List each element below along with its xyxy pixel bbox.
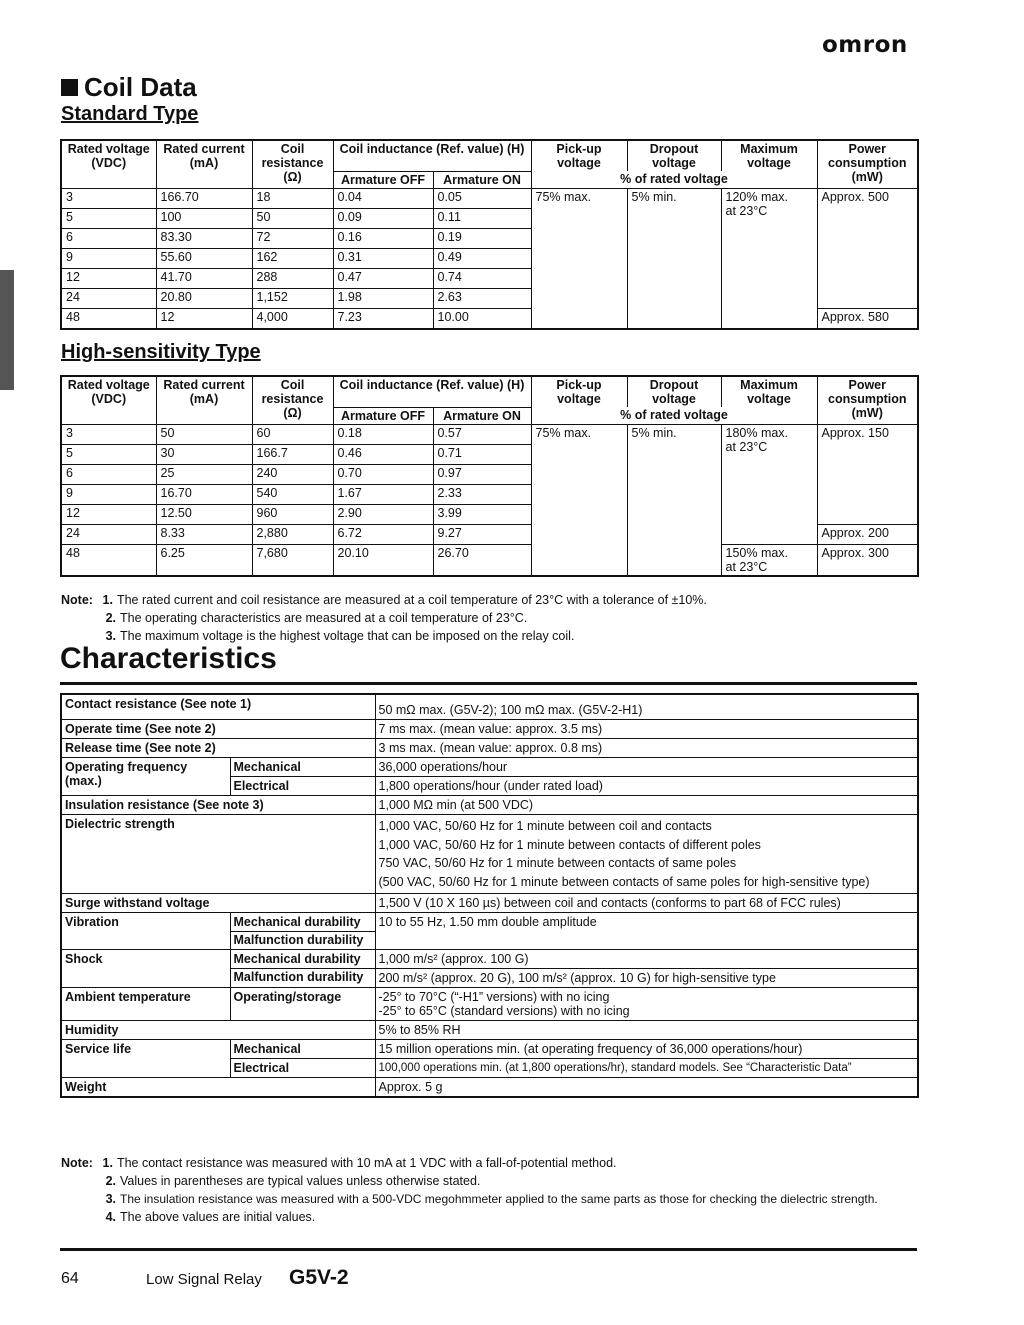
row-label: Contact resistance (See note 1) xyxy=(61,694,375,720)
dropout-value: 5% min. xyxy=(627,424,721,576)
coil-notes xyxy=(61,593,707,647)
table-row xyxy=(61,894,918,913)
table-row xyxy=(61,694,918,720)
cell: 18 xyxy=(252,188,333,208)
row-value: 100,000 operations min. (at 1,800 operations/hr), standard models. See “Characteristic Data” xyxy=(375,1059,918,1078)
header-rated-voltage: Rated voltage (VDC) xyxy=(61,140,156,188)
header-dropout: Dropout voltage xyxy=(627,376,721,407)
highsens-coil-table xyxy=(60,375,919,577)
row-label: Insulation resistance (See note 3) xyxy=(61,796,375,815)
row-sublabel: Malfunction durability xyxy=(230,969,375,988)
power-value: Approx. 300 xyxy=(817,544,918,576)
note-text: Values in parentheses are typical values unless otherwise stated. xyxy=(120,1174,481,1188)
header-rated-voltage: Rated voltage (VDC) xyxy=(61,376,156,424)
cell: 12 xyxy=(156,308,252,329)
cell: 83.30 xyxy=(156,228,252,248)
header-coil-resistance: Coil resistance (Ω) xyxy=(252,376,333,424)
header-pickup: Pick-up voltage xyxy=(531,140,627,171)
cell: 60 xyxy=(252,424,333,444)
cell: 100 xyxy=(156,208,252,228)
cell: 6 xyxy=(61,228,156,248)
row-label: Dielectric strength xyxy=(61,815,375,894)
power-value: Approx. 150 xyxy=(817,424,918,524)
maximum-value: 180% max. at 23°C xyxy=(721,424,817,544)
table-row xyxy=(61,1021,918,1040)
header-maximum: Maximum voltage xyxy=(721,140,817,171)
coil-data-heading xyxy=(61,72,197,103)
cell: 24 xyxy=(61,524,156,544)
cell: 540 xyxy=(252,484,333,504)
characteristics-table xyxy=(60,693,919,1098)
side-tab-marker xyxy=(0,270,14,390)
cell: 2.63 xyxy=(433,288,531,308)
header-coil-resistance: Coil resistance (Ω) xyxy=(252,140,333,188)
cell: 0.05 xyxy=(433,188,531,208)
cell: 4,000 xyxy=(252,308,333,329)
cell: 0.11 xyxy=(433,208,531,228)
cell: 0.46 xyxy=(333,444,433,464)
row-sublabel: Electrical xyxy=(230,777,375,796)
note-item xyxy=(61,611,707,629)
table-row xyxy=(61,1078,918,1098)
cell: 24 xyxy=(61,288,156,308)
cell: 162 xyxy=(252,248,333,268)
note-item xyxy=(61,1156,878,1174)
cell: 0.16 xyxy=(333,228,433,248)
cell: 10.00 xyxy=(433,308,531,329)
cell: 6.25 xyxy=(156,544,252,576)
note-number: 4. xyxy=(105,1210,116,1224)
row-label: Surge withstand voltage xyxy=(61,894,375,913)
power-value: Approx. 500 xyxy=(817,188,918,308)
cell: 25 xyxy=(156,464,252,484)
table-row xyxy=(61,1040,918,1059)
table-row xyxy=(61,424,918,444)
page-number: 64 xyxy=(61,1270,79,1287)
characteristics-heading: Characteristics xyxy=(60,642,277,675)
row-sublabel: Mechanical xyxy=(230,1040,375,1059)
standard-coil-table xyxy=(60,139,919,330)
cell: 9 xyxy=(61,248,156,268)
note-label: Note: xyxy=(61,1156,93,1170)
cell: 7.23 xyxy=(333,308,433,329)
cell: 16.70 xyxy=(156,484,252,504)
cell: 240 xyxy=(252,464,333,484)
table-row xyxy=(61,739,918,758)
cell: 3 xyxy=(61,188,156,208)
characteristics-notes xyxy=(61,1156,878,1228)
note-number: 2. xyxy=(105,1174,116,1188)
note-number: 3. xyxy=(105,1192,116,1206)
cell: 0.49 xyxy=(433,248,531,268)
row-value: 1,000 m/s² (approx. 100 G) xyxy=(375,950,918,969)
row-value: 200 m/s² (approx. 20 G), 100 m/s² (approx. 10 G) for high-sensitive type xyxy=(375,969,918,988)
table-row xyxy=(61,988,918,1021)
power-value: Approx. 580 xyxy=(817,308,918,329)
header-rated-current: Rated current (mA) xyxy=(156,140,252,188)
coil-data-title: Coil Data xyxy=(84,72,197,102)
row-sublabel: Mechanical durability xyxy=(230,950,375,969)
cell: 166.7 xyxy=(252,444,333,464)
cell: 2.33 xyxy=(433,484,531,504)
cell: 0.18 xyxy=(333,424,433,444)
table-row xyxy=(61,913,918,932)
note-item xyxy=(61,593,707,611)
standard-type-heading: Standard Type xyxy=(61,103,199,125)
note-item xyxy=(61,1210,878,1228)
row-value: 10 to 55 Hz, 1.50 mm double amplitude xyxy=(375,913,918,950)
cell: 5 xyxy=(61,208,156,228)
heading-rule xyxy=(60,682,917,685)
header-pct-rated: % of rated voltage xyxy=(531,407,817,424)
cell: 26.70 xyxy=(433,544,531,576)
cell: 50 xyxy=(252,208,333,228)
row-value: 36,000 operations/hour xyxy=(375,758,918,777)
cell: 6 xyxy=(61,464,156,484)
cell: 2,880 xyxy=(252,524,333,544)
note-number: 1. xyxy=(102,1156,113,1170)
cell: 48 xyxy=(61,544,156,576)
cell: 7,680 xyxy=(252,544,333,576)
cell: 72 xyxy=(252,228,333,248)
row-value: 1,000 MΩ min (at 500 VDC) xyxy=(375,796,918,815)
row-value: -25° to 70°C (“-H1” versions) with no icing -25° to 65°C (standard versions) with no icing xyxy=(375,988,918,1021)
row-label: Ambient temperature xyxy=(61,988,230,1021)
row-value: 15 million operations min. (at operating frequency of 36,000 operations/hour) xyxy=(375,1040,918,1059)
cell: 20.80 xyxy=(156,288,252,308)
omron-logo: omron xyxy=(822,32,908,58)
cell: 41.70 xyxy=(156,268,252,288)
cell: 0.97 xyxy=(433,464,531,484)
cell: 12 xyxy=(61,268,156,288)
header-armature-off: Armature OFF xyxy=(333,407,433,424)
note-text: The rated current and coil resistance are measured at a coil temperature of 23°C with a tolerance of ±10%. xyxy=(116,593,707,607)
header-power: Power consumption (mW) xyxy=(817,376,918,424)
cell: 0.09 xyxy=(333,208,433,228)
row-label: Shock xyxy=(61,950,230,988)
row-label: Operate time (See note 2) xyxy=(61,720,375,739)
note-number: 1. xyxy=(102,593,113,607)
row-sublabel: Operating/storage xyxy=(230,988,375,1021)
row-label: Weight xyxy=(61,1078,375,1098)
power-value: Approx. 200 xyxy=(817,524,918,544)
square-bullet-icon xyxy=(61,79,78,96)
pickup-value: 75% max. xyxy=(531,188,627,329)
cell: 0.74 xyxy=(433,268,531,288)
header-dropout: Dropout voltage xyxy=(627,140,721,171)
cell: 30 xyxy=(156,444,252,464)
cell: 50 xyxy=(156,424,252,444)
row-sublabel: Electrical xyxy=(230,1059,375,1078)
cell: 12.50 xyxy=(156,504,252,524)
dropout-value: 5% min. xyxy=(627,188,721,329)
note-label: Note: xyxy=(61,593,93,607)
header-armature-on: Armature ON xyxy=(433,171,531,188)
cell: 0.47 xyxy=(333,268,433,288)
cell: 9.27 xyxy=(433,524,531,544)
header-armature-on: Armature ON xyxy=(433,407,531,424)
cell: 55.60 xyxy=(156,248,252,268)
cell: 288 xyxy=(252,268,333,288)
cell: 3 xyxy=(61,424,156,444)
table-row xyxy=(61,720,918,739)
high-sensitivity-heading: High-sensitivity Type xyxy=(61,341,261,363)
cell: 3.99 xyxy=(433,504,531,524)
note-number: 3. xyxy=(105,629,116,643)
note-number: 2. xyxy=(105,611,116,625)
row-value: 5% to 85% RH xyxy=(375,1021,918,1040)
header-coil-inductance: Coil inductance (Ref. value) (H) xyxy=(333,376,531,407)
cell: 9 xyxy=(61,484,156,504)
row-label: Vibration xyxy=(61,913,230,950)
cell: 0.04 xyxy=(333,188,433,208)
row-label: Operating frequency (max.) xyxy=(61,758,230,796)
row-value: 1,800 operations/hour (under rated load) xyxy=(375,777,918,796)
cell: 6.72 xyxy=(333,524,433,544)
note-item xyxy=(61,1174,878,1192)
header-armature-off: Armature OFF xyxy=(333,171,433,188)
row-label: Humidity xyxy=(61,1021,375,1040)
note-text: The maximum voltage is the highest voltage that can be imposed on the relay coil. xyxy=(120,629,575,643)
row-value: 1,000 VAC, 50/60 Hz for 1 minute between coil and contacts 1,000 VAC, 50/60 Hz for 1 minute between contacts of different poles 750 VAC, 50/60 Hz for 1 minute between contacts of same poles (500 VAC, 50/60 Hz for 1 minute between contacts of same poles for high-sensitive type) xyxy=(375,815,918,894)
note-text: The above values are initial values. xyxy=(120,1210,316,1224)
header-power: Power consumption (mW) xyxy=(817,140,918,188)
row-label: Service life xyxy=(61,1040,230,1078)
maximum-value: 150% max. at 23°C xyxy=(721,544,817,576)
header-maximum: Maximum voltage xyxy=(721,376,817,407)
row-value: 50 mΩ max. (G5V-2); 100 mΩ max. (G5V-2-H1) xyxy=(375,694,918,720)
cell: 0.31 xyxy=(333,248,433,268)
row-sublabel: Malfunction durability xyxy=(230,932,375,950)
note-item xyxy=(61,1192,878,1210)
cell: 0.71 xyxy=(433,444,531,464)
table-row xyxy=(61,188,918,208)
row-label: Release time (See note 2) xyxy=(61,739,375,758)
header-coil-inductance: Coil inductance (Ref. value) (H) xyxy=(333,140,531,171)
maximum-value: 120% max. at 23°C xyxy=(721,188,817,329)
row-sublabel: Mechanical xyxy=(230,758,375,777)
row-value: 1,500 V (10 X 160 µs) between coil and contacts (conforms to part 68 of FCC rules) xyxy=(375,894,918,913)
footer-section: Low Signal Relay xyxy=(146,1271,262,1288)
table-row xyxy=(61,796,918,815)
cell: 2.90 xyxy=(333,504,433,524)
row-value: Approx. 5 g xyxy=(375,1078,918,1098)
table-row xyxy=(61,815,918,894)
header-rated-current: Rated current (mA) xyxy=(156,376,252,424)
cell: 0.19 xyxy=(433,228,531,248)
footer-model: G5V-2 xyxy=(289,1266,349,1289)
cell: 5 xyxy=(61,444,156,464)
cell: 12 xyxy=(61,504,156,524)
note-text: The insulation resistance was measured with a 500-VDC megohmmeter applied to the same parts as those for checking the dielectric strength. xyxy=(120,1192,878,1206)
cell: 166.70 xyxy=(156,188,252,208)
cell: 48 xyxy=(61,308,156,329)
table-row xyxy=(61,544,918,576)
table-row xyxy=(61,950,918,969)
row-sublabel: Mechanical durability xyxy=(230,913,375,932)
cell: 0.70 xyxy=(333,464,433,484)
table-row xyxy=(61,758,918,777)
row-value: 3 ms max. (mean value: approx. 0.8 ms) xyxy=(375,739,918,758)
cell: 1.67 xyxy=(333,484,433,504)
footer-rule xyxy=(60,1248,917,1251)
cell: 8.33 xyxy=(156,524,252,544)
cell: 960 xyxy=(252,504,333,524)
cell: 1,152 xyxy=(252,288,333,308)
note-text: The contact resistance was measured with 10 mA at 1 VDC with a fall-of-potential method. xyxy=(116,1156,617,1170)
header-pct-rated: % of rated voltage xyxy=(531,171,817,188)
cell: 1.98 xyxy=(333,288,433,308)
pickup-value: 75% max. xyxy=(531,424,627,576)
row-value: 7 ms max. (mean value: approx. 3.5 ms) xyxy=(375,720,918,739)
header-pickup: Pick-up voltage xyxy=(531,376,627,407)
cell: 0.57 xyxy=(433,424,531,444)
note-text: The operating characteristics are measured at a coil temperature of 23°C. xyxy=(120,611,528,625)
cell: 20.10 xyxy=(333,544,433,576)
